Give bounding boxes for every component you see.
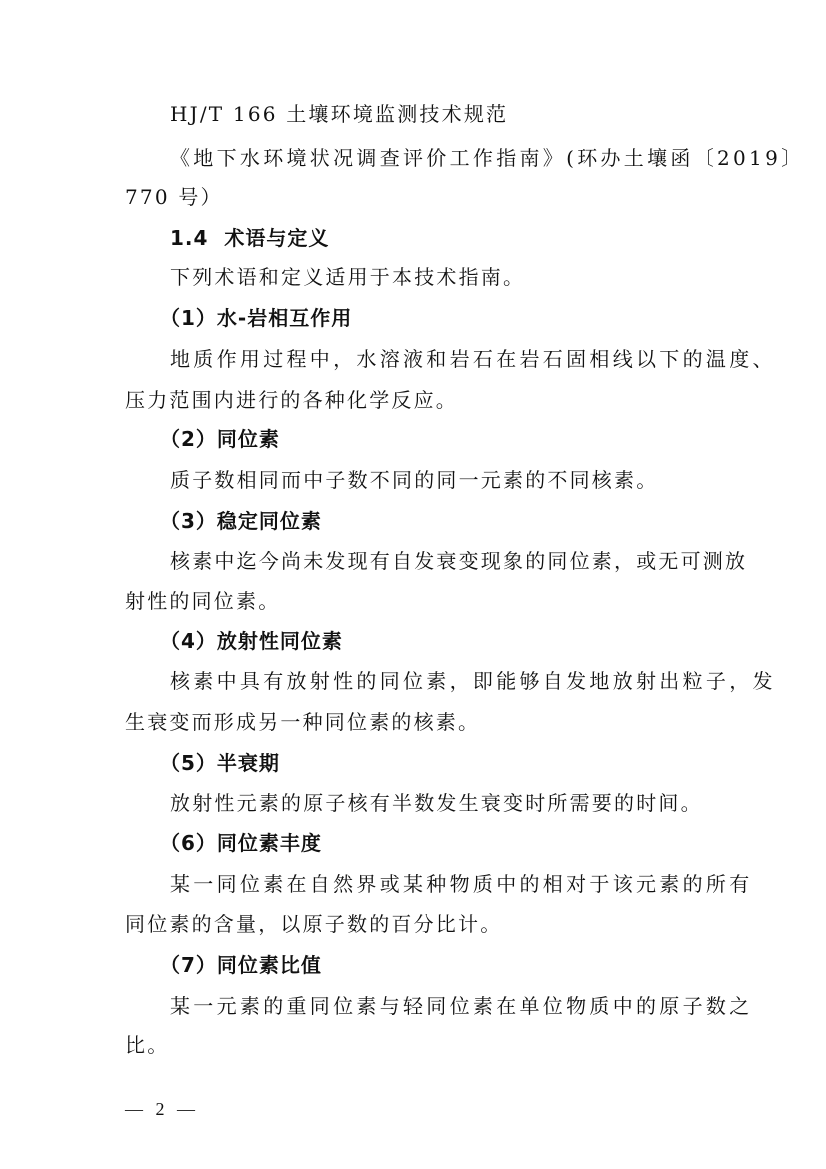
section-intro: 下列术语和定义适用于本技术指南。 — [170, 265, 526, 289]
term-label: （4）放射性同位素 — [160, 629, 343, 653]
section-heading — [170, 224, 329, 252]
term-definition: 核素中具有放射性的同位素，即能够自发地放射出粒子，发 — [170, 669, 776, 693]
term-definition: 核素中迄今尚未发现有自发衰变现象的同位素，或无可测放 — [170, 549, 748, 573]
reference-groundwater-guide: 《地下水环境状况调查评价工作指南》(环办土壤函〔2019〕 — [170, 146, 805, 170]
term-definition: 某一同位素在自然界或某种物质中的相对于该元素的所有 — [170, 872, 753, 896]
term-definition: 地质作用过程中，水溶液和岩石在岩石固相线以下的温度、 — [170, 347, 776, 371]
term-definition: 某一元素的重同位素与轻同位素在单位物质中的原子数之 — [170, 994, 753, 1018]
term-definition: 质子数相同而中子数不同的同一元素的不同核素。 — [170, 468, 659, 492]
term-definition: 射性的同位素。 — [125, 589, 281, 613]
term-label: （5）半衰期 — [160, 751, 280, 775]
page-number: — 2 — — [125, 1099, 199, 1119]
term-label: （3）稳定同位素 — [160, 509, 322, 533]
term-definition: 生衰变而形成另一种同位素的核素。 — [125, 710, 481, 734]
term-definition: 放射性元素的原子核有半数发生衰变时所需要的时间。 — [170, 791, 703, 815]
section-title: 术语与定义 — [224, 226, 330, 250]
term-label: （2）同位素 — [160, 427, 280, 451]
section-number: 1.4 — [170, 226, 209, 250]
term-definition: 压力范围内进行的各种化学反应。 — [125, 388, 458, 412]
reference-hjt166: HJ/T 166 土壤环境监测技术规范 — [170, 102, 509, 126]
term-label: （6）同位素丰度 — [160, 831, 322, 855]
term-definition: 同位素的含量，以原子数的百分比计。 — [125, 912, 503, 936]
reference-groundwater-guide-cont: 770 号） — [125, 185, 223, 209]
term-label: （7）同位素比值 — [160, 953, 322, 977]
term-definition: 比。 — [125, 1033, 170, 1057]
term-label: （1）水-岩相互作用 — [160, 306, 353, 330]
